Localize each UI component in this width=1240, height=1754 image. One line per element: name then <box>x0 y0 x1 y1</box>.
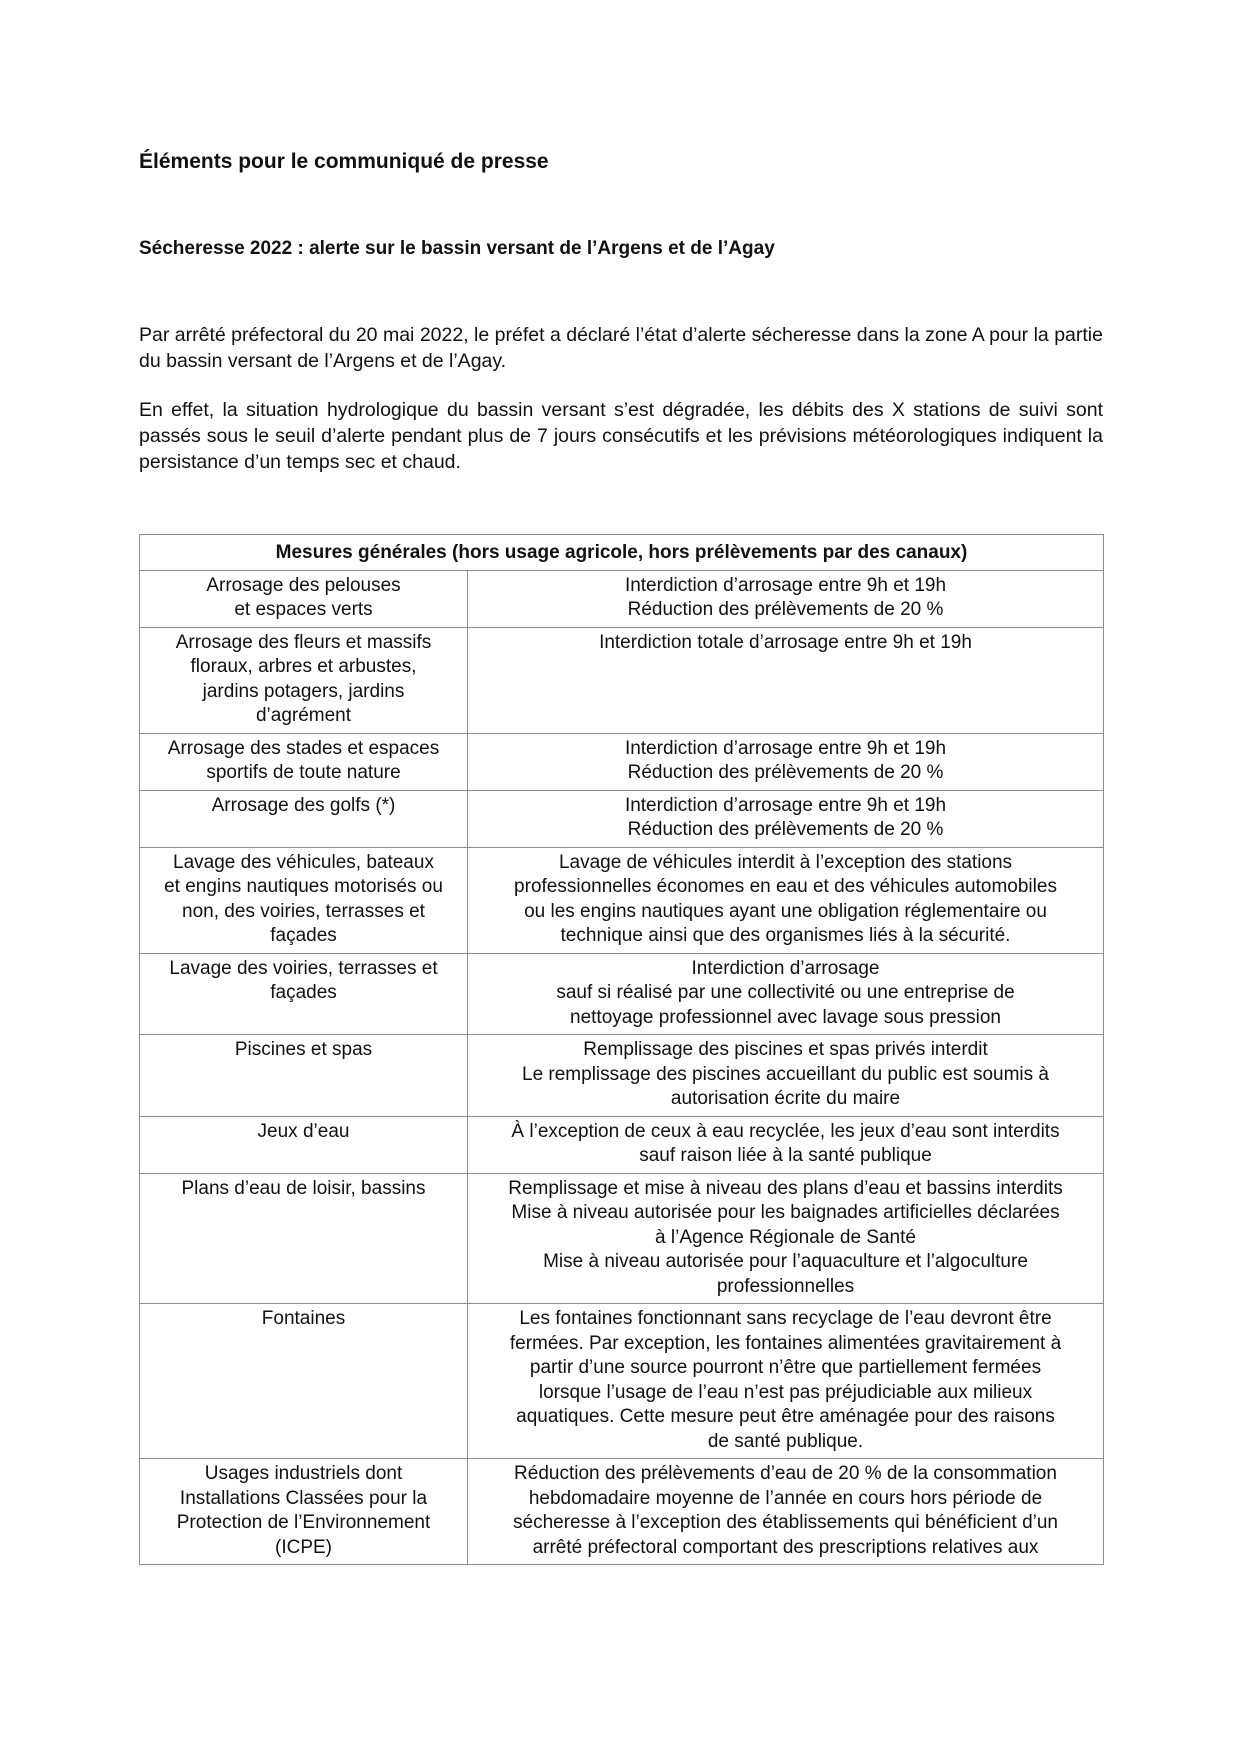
rule-text: Interdiction d’arrosage entre 9h et 19h Réduction des prélèvements de 20 % <box>624 574 947 620</box>
usage-cell <box>140 627 468 733</box>
usage-cell <box>140 847 468 953</box>
table-row <box>140 1035 1104 1117</box>
usage-cell <box>140 790 468 847</box>
rule-cell <box>468 570 1104 627</box>
rule-text: Interdiction d’arrosage entre 9h et 19h Réduction des prélèvements de 20 % <box>624 737 947 783</box>
rule-cell <box>468 733 1104 790</box>
table-row <box>140 627 1104 733</box>
table-row <box>140 1304 1104 1459</box>
usage-label: Arrosage des pelouses et espaces verts <box>206 574 401 620</box>
usage-label: Lavage des véhicules, bateaux et engins nautiques motorisés ou non, des voiries, terrasses et façades <box>164 851 443 946</box>
table-row <box>140 1173 1104 1304</box>
usage-label: Arrosage des stades et espaces sportifs de toute nature <box>167 737 440 783</box>
usage-cell <box>140 1035 468 1117</box>
table-row <box>140 1459 1104 1565</box>
usage-label: Lavage des voiries, terrasses et façades <box>169 957 438 1003</box>
usage-label: Arrosage des fleurs et massifs floraux, arbres et arbustes, jardins potagers, jardins d’agrément <box>175 631 432 726</box>
rule-cell <box>468 790 1104 847</box>
table-row <box>140 847 1104 953</box>
table-row <box>140 790 1104 847</box>
paragraph-intro: Par arrêté préfectoral du 20 mai 2022, le préfet a déclaré l’état d’alerte sécheresse dans la zone A pour la partie du bassin versant de l’Argens et de l’Agay. <box>139 324 1103 372</box>
rule-cell <box>468 1116 1104 1173</box>
table-header: Mesures générales (hors usage agricole, hors prélèvements par des canaux) <box>140 535 1104 571</box>
rule-cell <box>468 627 1104 733</box>
table-row <box>140 570 1104 627</box>
rule-cell <box>468 1173 1104 1304</box>
usage-cell <box>140 1173 468 1304</box>
table-header-row <box>140 535 1104 571</box>
usage-cell <box>140 570 468 627</box>
usage-label: Arrosage des golfs (*) <box>211 794 396 816</box>
usage-cell <box>140 1459 468 1565</box>
rule-text: Réduction des prélèvements d’eau de 20 % de la consommation hebdomadaire moyenne de l’année en cours hors période de sécheresse à l’exception des établissements qui bénéficient d’un arrêté préfectoral comportant des prescriptions relatives aux <box>513 1463 1058 1558</box>
rule-text: Lavage de véhicules interdit à l’exception des stations professionnelles économes en eau et des véhicules automobiles ou les engins nautiques ayant une obligation réglementaire ou technique ainsi que des organismes liés à la sécurité. <box>514 851 1057 946</box>
rule-cell <box>468 847 1104 953</box>
table-row <box>140 953 1104 1035</box>
rule-cell <box>468 1459 1104 1565</box>
usage-cell <box>140 1304 468 1459</box>
usage-cell <box>140 953 468 1035</box>
usage-label: Fontaines <box>261 1308 346 1329</box>
rule-text: À l’exception de ceux à eau recyclée, les jeux d’eau sont interdits sauf raison liée à la santé publique <box>511 1120 1060 1166</box>
rule-cell <box>468 1035 1104 1117</box>
paragraph-context: En effet, la situation hydrologique du bassin versant s’est dégradée, les débits des X stations de suivi sont passés sous le seuil d’alerte pendant plus de 7 jours consécutifs et les prévisions météorologiques indiquent la persistance d’un temps sec et chaud. <box>139 399 1103 473</box>
rule-cell <box>468 1304 1104 1459</box>
rule-text: Remplissage et mise à niveau des plans d’eau et bassins interdits Mise à niveau autorisée pour les baignades artificielles déclarées à l’Agence Régionale de Santé Mise à niveau autorisée pour l’aquaculture et l’algoculture professionnelles <box>508 1177 1063 1297</box>
rule-text: Interdiction d’arrosage entre 9h et 19h Réduction des prélèvements de 20 % <box>624 794 947 840</box>
document-title: Éléments pour le communiqué de presse <box>139 150 549 173</box>
rule-text: Remplissage des piscines et spas privés interdit Le remplissage des piscines accueillant du public est soumis à autorisation écrite du maire <box>522 1039 1049 1109</box>
measures-table <box>139 534 1104 1565</box>
usage-cell <box>140 1116 468 1173</box>
usage-label: Plans d’eau de loisir, bassins <box>181 1177 426 1199</box>
rule-text: Interdiction d’arrosage sauf si réalisé par une collectivité ou une entreprise de nettoyage professionnel avec lavage sous pression <box>556 957 1015 1028</box>
usage-cell <box>140 733 468 790</box>
rule-text: Les fontaines fonctionnant sans recyclage de l’eau devront être fermées. Par exception, les fontaines alimentées gravitairement à partir d’une source pourront n’être que partiellement fermées lorsque l’usage de l’eau n’est pas préjudiciable aux milieux aquatiques. Cette mesure peut être aménagée pour des raisons de santé publique. <box>509 1308 1062 1452</box>
rule-text: Interdiction totale d’arrosage entre 9h et 19h <box>599 631 972 653</box>
usage-label: Jeux d’eau <box>257 1120 350 1142</box>
document-subtitle: Sécheresse 2022 : alerte sur le bassin versant de l’Argens et de l’Agay <box>139 238 775 259</box>
usage-label: Piscines et spas <box>234 1039 373 1060</box>
rule-cell <box>468 953 1104 1035</box>
usage-label: Usages industriels dont Installations Classées pour la Protection de l’Environnement (ICPE) <box>176 1463 431 1558</box>
table-row <box>140 733 1104 790</box>
table-row <box>140 1116 1104 1173</box>
